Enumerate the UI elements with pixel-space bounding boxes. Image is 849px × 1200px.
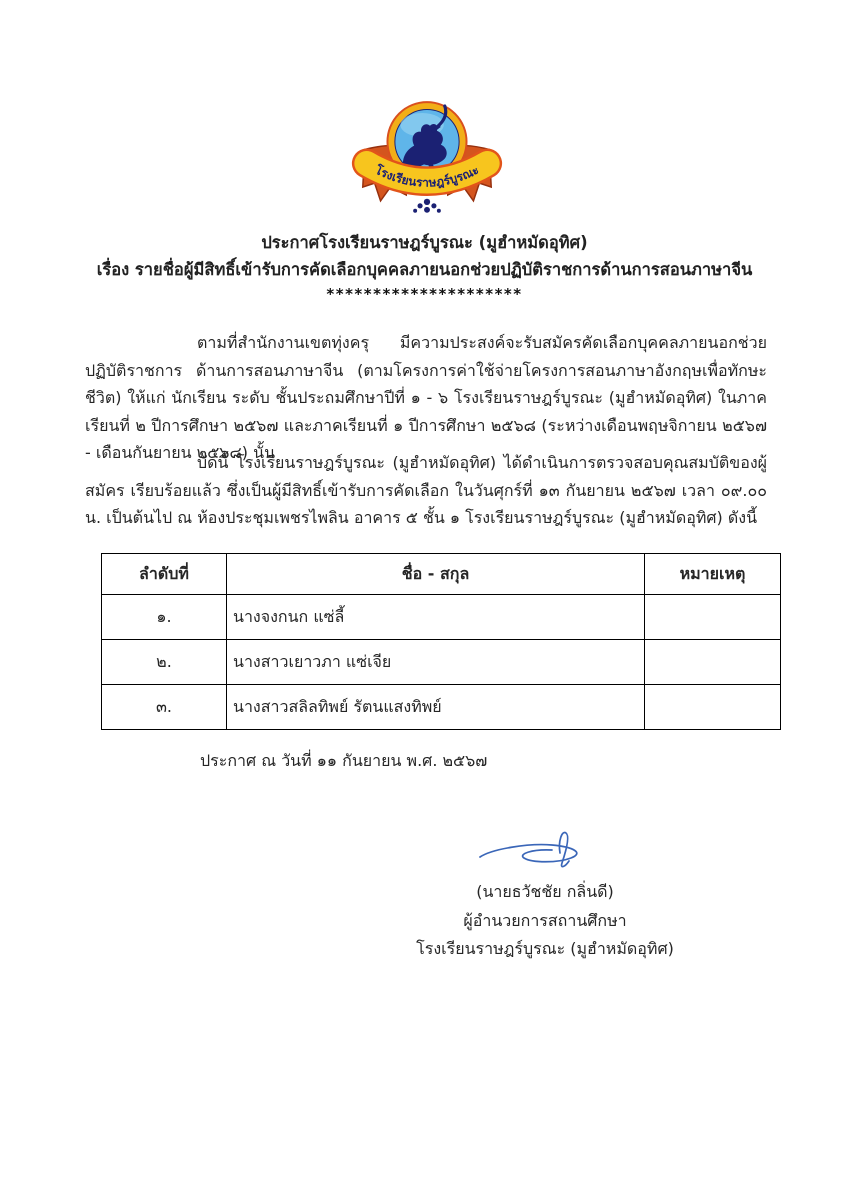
row-remarks — [645, 685, 781, 730]
row-full-name: นางสาวสลิลทิพย์ รัตนแสงทิพย์ — [227, 685, 645, 730]
star-divider: ********************* — [326, 285, 523, 303]
row-remarks — [645, 595, 781, 640]
body-paragraph-2: บัดนี้ โรงเรียนราษฎร์บูรณะ (มูฮำหมัดอุทิศ) ได้ดำเนินการตรวจสอบคุณสมบัติของผู้สมัคร เรียบร้อยแล้ว ซึ่งเป็นผู้มีสิทธิ์เข้ารับการคัดเลือก ในวันศุกร์ที่ ๑๓ กันยายน ๒๕๖๗ เวลา ๐๙.๐๐ น. เป็นต้นไป ณ ห้องประชุมเพชรไพลิน อาคาร ๕ ชั้น ๑ โรงเรียนราษฎร์บูรณะ (มูฮำหมัดอุทิศ) ดังนี้ — [85, 453, 767, 527]
row-order-number: ๒. — [102, 640, 227, 685]
table-row — [102, 685, 781, 730]
header-remarks: หมายเหตุ — [645, 554, 781, 595]
table-row — [102, 640, 781, 685]
issued-date-line: ประกาศ ณ วันที่ ๑๑ กันยายน พ.ศ. ๒๕๖๗ — [200, 751, 488, 770]
table-header-row — [102, 554, 781, 595]
signature-block — [370, 826, 720, 964]
school-crest-icon — [343, 84, 511, 218]
row-order-number: ๓. — [102, 685, 227, 730]
row-remarks — [645, 640, 781, 685]
signer-name: (นายธวัชชัย กลิ่นดี) — [476, 882, 614, 901]
candidate-table — [101, 553, 781, 730]
header-order-number: ลำดับที่ — [102, 554, 227, 595]
announcement-subject: เรื่อง รายชื่อผู้มีสิทธิ์เข้ารับการคัดเลือกบุคคลภายนอกช่วยปฏิบัติราชการด้านการสอนภาษาจีน — [96, 260, 753, 279]
row-order-number: ๑. — [102, 595, 227, 640]
table-row — [102, 595, 781, 640]
body-paragraph-1: ตามที่สำนักงานเขตทุ่งครุ มีความประสงค์จะรับสมัครคัดเลือกบุคคลภายนอกช่วยปฏิบัติราชการ ด้านการสอนภาษาจีน (ตามโครงการค่าใช้จ่ายโครงการสอนภาษาอังกฤษเพื่อทักษะชีวิต) ให้แก่ นักเรียน ระดับ ชั้นประถมศึกษาปีที่ ๑ - ๖ โรงเรียนราษฎร์บูรณะ (มูฮำหมัดอุทิศ) ในภาคเรียนที่ ๒ ปีการศึกษา ๒๕๖๗ และภาคเรียนที่ ๑ ปีการศึกษา ๒๕๖๘ (ระหว่างเดือนพฤษจิกายน ๒๕๖๗ - เดือนกันยายน ๒๕๖๘) นั้น — [85, 333, 767, 462]
signer-position: ผู้อำนวยการสถานศึกษา — [463, 910, 627, 930]
signer-organization: โรงเรียนราษฎร์บูรณะ (มูฮำหมัดอุทิศ) — [416, 939, 674, 958]
row-full-name: นางจงกนก แซ่ลี้ — [227, 595, 645, 640]
announcement-title: ประกาศโรงเรียนราษฎร์บูรณะ (มูฮำหมัดอุทิศ) — [261, 233, 588, 252]
banner-text: โรงเรียนราษฎร์บูรณะ — [372, 162, 482, 190]
crest-bottom-ornament-icon — [413, 199, 441, 213]
school-crest-logo — [343, 84, 511, 218]
signature-ink-icon — [470, 826, 620, 874]
header-full-name: ชื่อ - สกุล — [227, 554, 645, 595]
row-full-name: นางสาวเยาวภา แซ่เจีย — [227, 640, 645, 685]
